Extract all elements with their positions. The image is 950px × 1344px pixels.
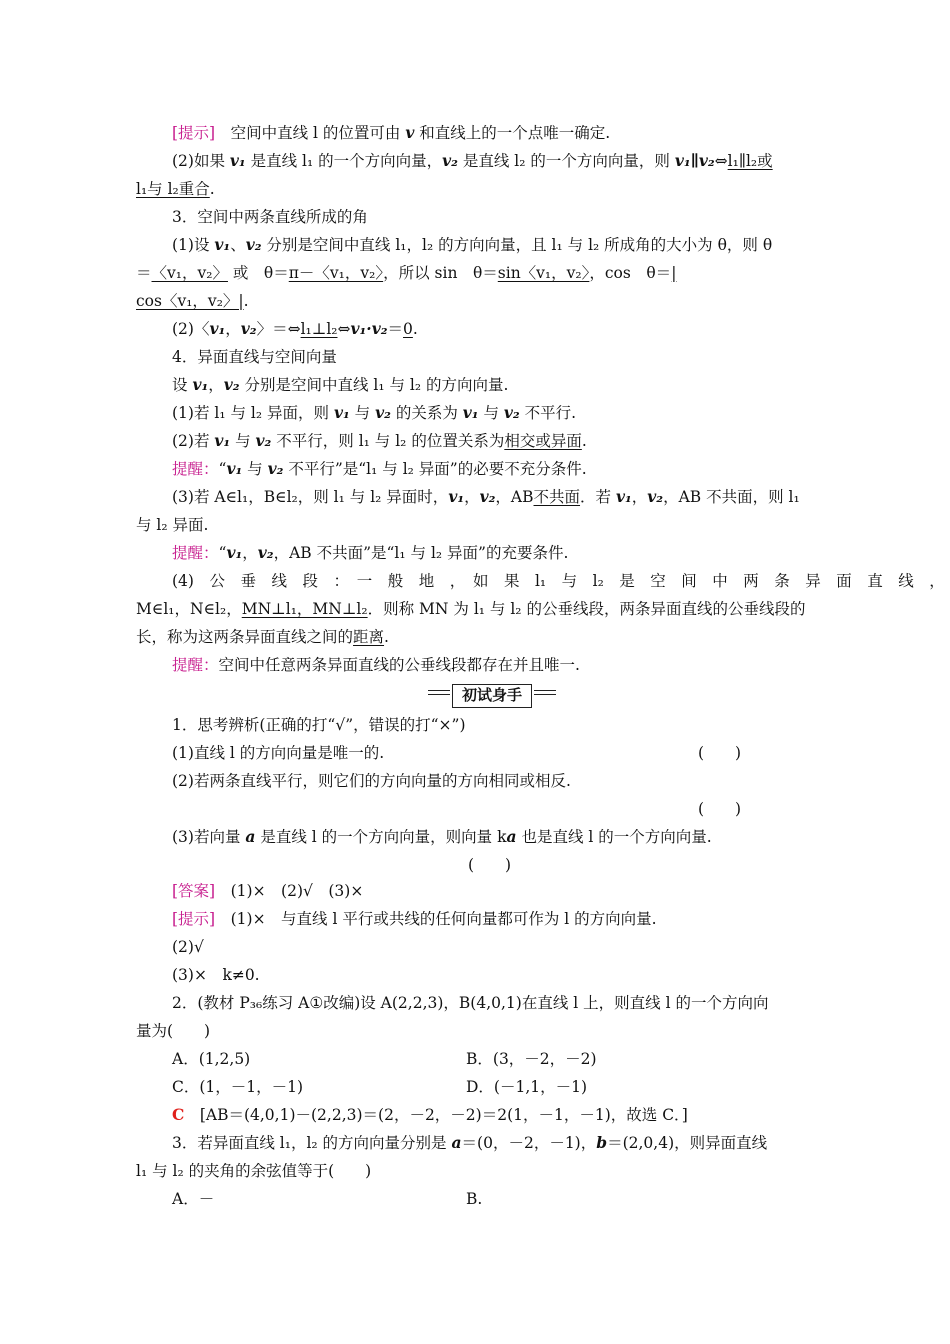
text-span: (4) 公 垂 线 段 ： 一 般 地 ， 如 果 l₁ 与 l₂ 是 空 间 中 两 条 异 面 直 线 ，: [172, 572, 945, 590]
text-span: v₂: [255, 431, 272, 450]
text-line: [172, 654, 580, 676]
text-span: 不平行，则 l₁ 与 l₂ 的位置关系为: [271, 432, 505, 450]
text-span: A．－: [172, 1190, 215, 1208]
text-span: (2)如果: [172, 152, 230, 170]
text-span: a: [506, 827, 517, 846]
text-line: [466, 1048, 597, 1070]
text-span: ＝: [136, 264, 152, 282]
banner-left-rule: [428, 690, 450, 695]
text-span: M∈l₁，N∈l₂，: [136, 600, 242, 618]
text-line: [172, 1188, 214, 1210]
text-span: v₂: [257, 543, 274, 562]
text-span: “: [218, 544, 227, 562]
text-line: [172, 542, 568, 564]
text-line: [172, 458, 587, 480]
underlined-answer: cos〈v₁，v₂〉|: [136, 292, 244, 310]
text-span: 3．若异面直线 l₁，l₂ 的方向向量分别是: [172, 1134, 452, 1152]
text-span: 设: [172, 376, 193, 394]
text-line: [172, 486, 800, 508]
text-span: v₁: [448, 487, 465, 506]
text-span: .: [412, 320, 418, 338]
text-span: v: [405, 123, 415, 142]
text-span: D．(－1,1，－1): [466, 1078, 588, 1096]
text-span: 与: [230, 432, 256, 450]
text-span: 是直线 l₂ 的一个方向向量，则: [457, 152, 675, 170]
label-tag: 提醒：: [172, 656, 219, 674]
text-span: B．(3，－2，－2): [466, 1050, 597, 1068]
underlined-answer: 距离: [353, 628, 385, 646]
text-span: 分别是空间中直线 l₁ 与 l₂ 的方向向量.: [239, 376, 509, 394]
underlined-answer: sin〈v₁，v₂〉: [497, 264, 590, 282]
text-span: A．(1,2,5): [172, 1050, 251, 1068]
text-span: 与 l₂ 异面.: [136, 516, 209, 534]
text-line: [172, 206, 368, 228]
text-span: .: [581, 432, 587, 450]
text-span: .: [209, 180, 215, 198]
label-tag: 提醒：: [172, 544, 219, 562]
text-span: (3)若向量: [172, 828, 246, 846]
text-line: [172, 1104, 688, 1126]
text-span: ⇔: [714, 152, 728, 170]
text-line: [136, 1020, 210, 1042]
underlined-answer: l₁∥l₂或: [727, 152, 773, 170]
text-line: [136, 598, 805, 620]
underlined-answer: |: [671, 264, 677, 282]
underlined-answer: l₁⊥l₂: [300, 320, 338, 338]
text-span: a: [245, 827, 256, 846]
text-span: v₂: [647, 487, 664, 506]
text-span: v₁: [192, 375, 209, 394]
text-span: .: [243, 292, 249, 310]
text-span: (2)〈: [172, 320, 210, 338]
text-span: (2)若: [172, 432, 215, 450]
text-line: [172, 402, 576, 424]
section-banner: [428, 684, 556, 710]
text-span: 3．空间中两条直线所成的角: [172, 208, 368, 226]
text-span: ，: [208, 376, 224, 394]
text-span: b: [596, 1133, 608, 1152]
text-span: ，AB 不共面”是“l₁ 与 l₂ 异面”的充要条件.: [273, 544, 569, 562]
text-line: [172, 770, 571, 792]
text-span: v₁: [462, 403, 479, 422]
text-span: (3)× k≠0.: [172, 966, 260, 984]
text-span: v₂: [375, 403, 391, 422]
text-span: 不平行”是“l₁ 与 l₂ 异面”的必要不充分条件.: [283, 460, 587, 478]
text-span: v₂: [240, 319, 257, 338]
text-span: (1)设: [172, 236, 215, 254]
text-span: ，AB 不共面，则 l₁: [663, 488, 800, 506]
text-span: “: [218, 460, 227, 478]
text-line: [136, 626, 389, 648]
text-line: [136, 262, 676, 284]
text-span: ，: [464, 488, 480, 506]
underlined-answer: 〈v₁，v₂〉: [151, 264, 228, 282]
text-span: 与: [349, 404, 376, 422]
text-span: (3)若 A∈l₁，B∈l₂，则 l₁ 与 l₂ 异面时，: [172, 488, 449, 506]
text-span: v₂: [442, 151, 458, 170]
text-line: [172, 742, 384, 764]
answer-blank: ( ): [698, 800, 742, 818]
text-span: 和直线上的一个点唯一确定.: [414, 124, 611, 142]
text-line: [172, 908, 657, 930]
answer-blank: ( ): [468, 856, 512, 874]
text-span: v₁: [615, 487, 632, 506]
text-span: C．(1，－1，－1): [172, 1078, 304, 1096]
text-line: [172, 1076, 303, 1098]
text-span: 〉＝⇔: [256, 320, 301, 338]
text-line: [466, 1076, 587, 1098]
text-span: 与: [478, 404, 504, 422]
text-span: (1)× 与直线 l 平行或共线的任何向量都可作为 l 的方向向量.: [215, 910, 657, 928]
underlined-answer: 0: [403, 320, 413, 338]
text-span: 量为( ): [136, 1022, 211, 1040]
text-line: [136, 290, 249, 312]
text-line: [172, 430, 587, 452]
text-span: v₁: [214, 235, 231, 254]
text-line: [172, 880, 363, 902]
text-span: ，: [225, 320, 241, 338]
text-span: 不平行.: [519, 404, 577, 422]
text-span: ＝(2,0,4)，则异面直线: [607, 1134, 768, 1152]
text-line: [172, 1132, 767, 1154]
banner-right-rule: [534, 690, 556, 695]
section-banner-title: 初试身手: [452, 684, 532, 708]
text-line: [172, 318, 418, 340]
text-span: 是直线 l₁ 的一个方向向量，: [245, 152, 443, 170]
text-span: ．则称 MN 为 l₁ 与 l₂ 的公垂线段，两条异面直线的公垂线段的: [367, 600, 806, 618]
text-line: [172, 122, 610, 144]
label-tag: [答案]: [172, 882, 216, 900]
text-span: 分别是空间中直线 l₁，l₂ 的方向向量，且 l₁ 与 l₂ 所成角的大小为 θ，则 θ: [261, 236, 773, 254]
text-line: [136, 178, 215, 200]
text-span: ＝(0，－2，－1)，: [461, 1134, 597, 1152]
text-span: v₂: [223, 375, 240, 394]
text-span: v₂: [503, 403, 520, 422]
text-line: [172, 964, 260, 986]
text-span: 与: [242, 460, 268, 478]
text-span: 、: [230, 236, 246, 254]
text-line: [172, 714, 466, 736]
text-span: 长，称为这两条异面直线之间的: [136, 628, 354, 646]
text-line: [136, 1160, 371, 1182]
underlined-answer: π－〈v₁，v₂〉: [288, 264, 384, 282]
text-span: (2)若两条直线平行，则它们的方向向量的方向相同或相反.: [172, 772, 571, 790]
text-span: a: [451, 1133, 462, 1152]
text-span: (1)若 l₁ 与 l₂ 异面，则: [172, 404, 334, 422]
text-span: ．若: [580, 488, 616, 506]
text-line: [172, 346, 337, 368]
text-line: [172, 1048, 250, 1070]
text-span: B.: [466, 1190, 483, 1208]
label-tag: [提示]: [172, 910, 216, 928]
text-span: (1)× (2)√ (3)×: [215, 882, 364, 900]
text-span: C: [172, 1105, 185, 1124]
text-span: ，: [242, 544, 258, 562]
text-span: v₂: [245, 235, 262, 254]
text-span: (2)√: [172, 938, 204, 956]
text-span: v₁: [226, 459, 243, 478]
text-line: [172, 826, 712, 848]
text-span: l₁ 与 l₂ 的夹角的余弦值等于( ): [136, 1162, 372, 1180]
text-span: .: [384, 628, 389, 646]
text-line: [136, 514, 208, 536]
underlined-answer: 不共面: [533, 488, 581, 506]
text-span: [AB＝(4,0,1)－(2,2,3)＝(2，－2，－2)＝2(1，－1，－1)，故选 C．]: [184, 1106, 688, 1124]
text-span: v₁∥v₂: [674, 151, 715, 170]
text-span: (1)直线 l 的方向向量是唯一的.: [172, 744, 385, 762]
text-line: [172, 374, 508, 396]
text-span: 1．思考辨析(正确的打“√”，错误的打“×”): [172, 716, 466, 734]
text-span: 是直线 l 的一个方向向量，则向量 k: [255, 828, 507, 846]
text-span: 也是直线 l 的一个方向向量.: [516, 828, 712, 846]
text-span: v₂: [479, 487, 496, 506]
text-line: [172, 570, 945, 592]
label-tag: [提示]: [172, 124, 216, 142]
text-span: ，所以 sin θ＝: [383, 264, 498, 282]
text-span: ，AB: [495, 488, 534, 506]
text-span: 2．(教材 P₃₆练习 A①改编)设 A(2,2,3)，B(4,0,1)在直线 l 上，则直线 l 的一个方向向: [172, 994, 769, 1012]
text-span: ，: [631, 488, 648, 506]
text-span: ，cos θ＝: [589, 264, 672, 282]
text-span: v₁: [209, 319, 226, 338]
underlined-answer: 相交或异面: [504, 432, 582, 450]
text-span: v₁·v₂: [350, 319, 388, 338]
text-line: [172, 992, 768, 1014]
text-span: ⇔: [337, 320, 351, 338]
text-span: v₁: [229, 151, 246, 170]
text-span: v₁: [333, 403, 350, 422]
text-span: 4．异面直线与空间向量: [172, 348, 337, 366]
text-span: 的关系为: [390, 404, 463, 422]
answer-blank: ( ): [698, 744, 742, 762]
text-line: [466, 1188, 482, 1210]
text-line: [172, 936, 204, 958]
underlined-answer: MN⊥l₁，MN⊥l₂: [241, 600, 368, 618]
text-span: 或 θ＝: [227, 264, 289, 282]
text-span: v₁: [214, 431, 231, 450]
text-span: v₁: [226, 543, 243, 562]
text-span: 空间中直线 l 的位置可由: [215, 124, 406, 142]
text-span: v₂: [267, 459, 284, 478]
text-line: [172, 234, 772, 256]
text-line: [172, 150, 773, 172]
label-tag: 提醒：: [172, 460, 219, 478]
text-span: ＝: [387, 320, 404, 338]
underlined-answer: l₁与 l₂重合: [136, 180, 210, 198]
text-span: 空间中任意两条异面直线的公垂线段都存在并且唯一.: [218, 656, 580, 674]
